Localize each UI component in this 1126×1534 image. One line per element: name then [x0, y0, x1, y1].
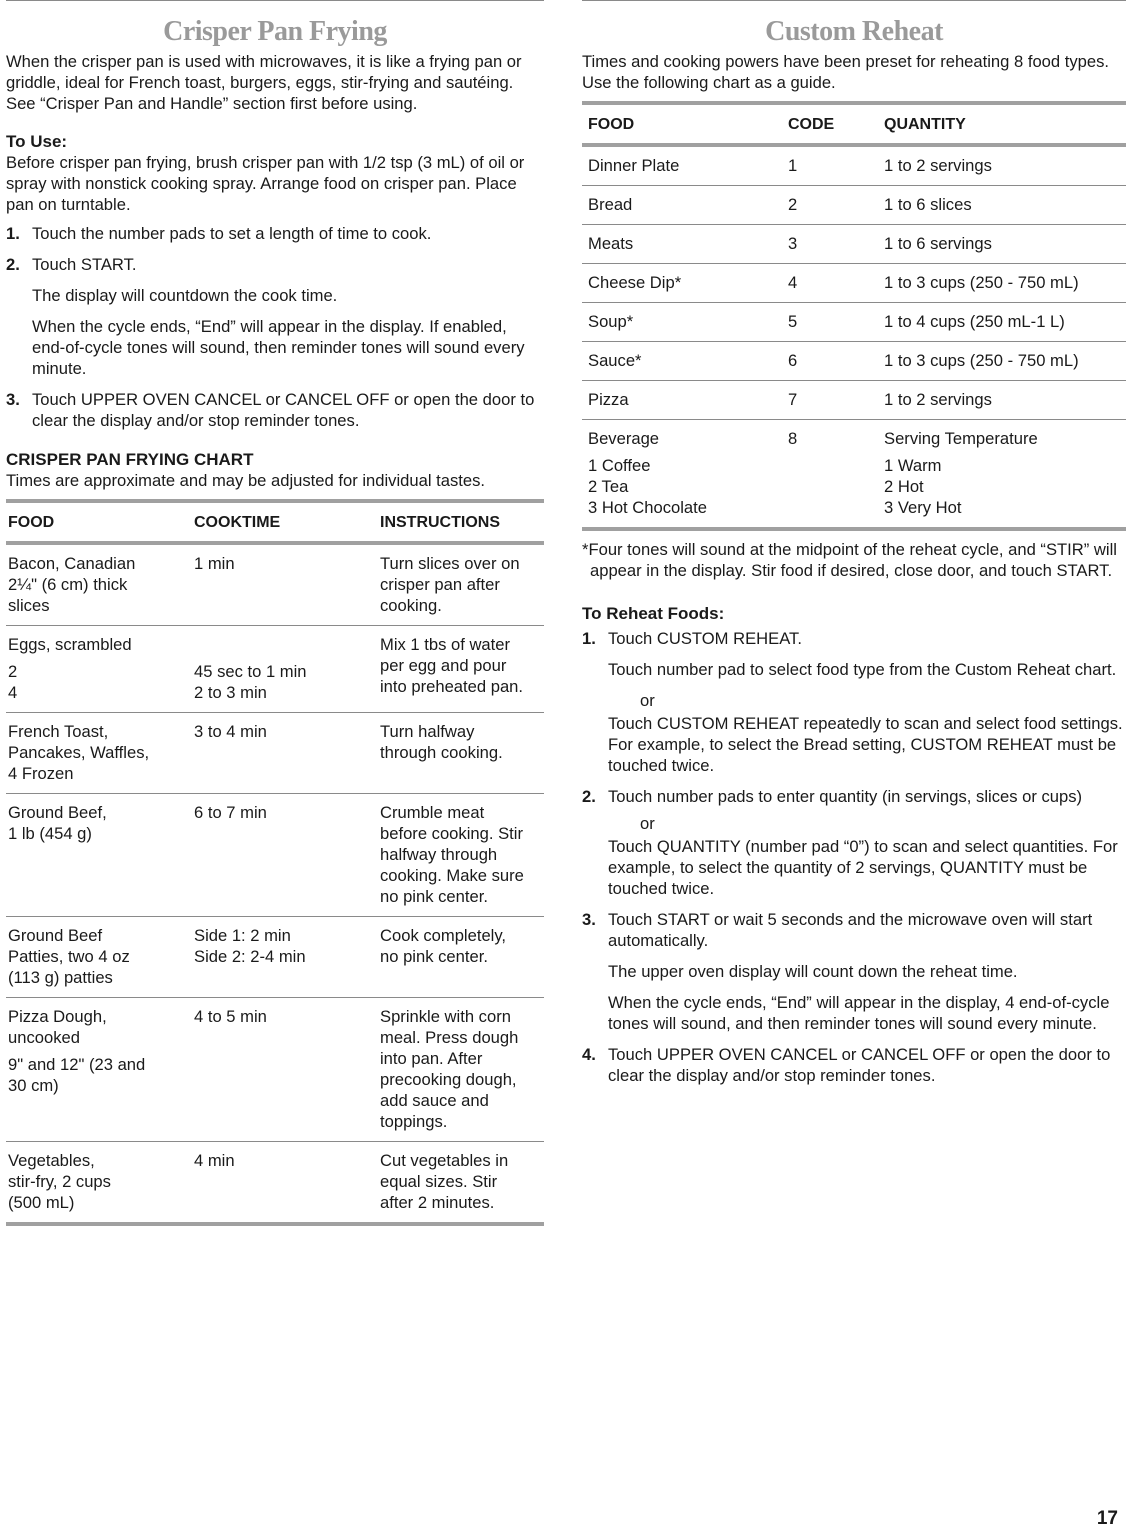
step-1 [582, 628, 1126, 776]
instructions-cell: Crumble meat before cooking. Stir halfway through cooking. Make sure no pink center. [378, 794, 544, 917]
food-cell: Vegetables, stir-fry, 2 cups (500 mL) [6, 1142, 192, 1225]
quantity-cell: 1 to 6 servings [878, 225, 1126, 264]
table-row [6, 917, 544, 998]
step-4 [582, 1044, 1126, 1086]
chart-heading: CRISPER PAN FRYING CHART [6, 450, 254, 469]
instructions-cell: Cut vegetables in equal sizes. Stir after 2 minutes. [378, 1142, 544, 1225]
food-cell: Sauce* [582, 342, 782, 381]
header-cooktime: COOKTIME [192, 501, 378, 543]
time-cell: 6 to 7 min [192, 794, 378, 917]
food-cell: Cheese Dip* [582, 264, 782, 303]
step-2 [582, 786, 1126, 899]
chart-subtext: Times are approximate and may be adjusted for individual tastes. [6, 471, 486, 490]
step-number: 2. [6, 255, 20, 274]
left-column [6, 0, 544, 1226]
step-3 [6, 389, 544, 431]
food-cell: Ground Beef, 1 lb (454 g) [6, 794, 192, 917]
step-number: 3. [6, 390, 20, 409]
step-detail: The display will countdown the cook time. [32, 286, 338, 305]
food-cell: Ground Beef Patties, two 4 oz (113 g) patties [6, 917, 192, 998]
right-column [582, 0, 1126, 1096]
quantity-cell: Serving Temperature 1 Warm 2 Hot 3 Very Hot [878, 420, 1126, 530]
quantity-cell: 1 to 3 cups (250 - 750 mL) [878, 264, 1126, 303]
code-cell: 2 [782, 186, 878, 225]
step-detail: When the cycle ends, “End” will appear in the display. If enabled, end-of-cycle tones will sound, then reminder tones will sound every minute. [32, 317, 525, 378]
to-use-text: Before crisper pan frying, brush crisper pan with 1/2 tsp (3 mL) of oil or spray with nonstick cooking spray. Arrange food on crisper pan. Place pan on turntable. [6, 153, 525, 214]
code-cell: 5 [782, 303, 878, 342]
table-row [582, 264, 1126, 303]
step-3 [582, 909, 1126, 1034]
food-cell: Pizza [582, 381, 782, 420]
quantity-cell: 1 to 6 slices [878, 186, 1126, 225]
food-cell: Dinner Plate [582, 145, 782, 186]
table-row [582, 186, 1126, 225]
top-rule [582, 0, 1126, 1]
reheat-steps [582, 628, 1126, 1086]
step-text: Touch CUSTOM REHEAT. [608, 629, 802, 648]
quantity-cell: 1 to 4 cups (250 mL-1 L) [878, 303, 1126, 342]
header-quantity: QUANTITY [878, 103, 1126, 145]
instructions-cell: Sprinkle with corn meal. Press dough into pan. After precooking dough, add sauce and toppings. [378, 998, 544, 1142]
page-number: 17 [1096, 1508, 1118, 1529]
time-cell: 4 to 5 min [192, 998, 378, 1142]
step-text: Touch START. [32, 255, 137, 274]
quantity-cell: 1 to 2 servings [878, 381, 1126, 420]
step-text: Touch START or wait 5 seconds and the microwave oven will start automatically. [608, 910, 1093, 950]
step-1 [6, 223, 544, 244]
or-text: or [640, 814, 655, 833]
step-number: 1. [582, 629, 596, 648]
food-cell: Beverage 1 Coffee 2 Tea 3 Hot Chocolate [582, 420, 782, 530]
header-instructions: INSTRUCTIONS [378, 501, 544, 543]
table-header-row [6, 501, 544, 543]
step-text: Touch UPPER OVEN CANCEL or CANCEL OFF or open the door to clear the display and/or stop reminder tones. [608, 1045, 1111, 1085]
time-cell: 1 min [192, 543, 378, 626]
step-detail: Touch number pad to select food type from the Custom Reheat chart. [608, 660, 1117, 679]
to-reheat-heading: To Reheat Foods: [582, 604, 725, 623]
step-detail: The upper oven display will count down the reheat time. [608, 962, 1018, 981]
step-detail: Touch QUANTITY (number pad “0”) to scan and select quantities. For example, to select the quantity of 2 servings, QUANTITY must be touched twice. [608, 837, 1118, 898]
step-number: 3. [582, 910, 596, 929]
quantity-cell: 1 to 3 cups (250 - 750 mL) [878, 342, 1126, 381]
table-row [6, 1142, 544, 1225]
header-food: FOOD [6, 501, 192, 543]
instructions-cell: Turn slices over on crisper pan after cooking. [378, 543, 544, 626]
table-row [6, 626, 544, 713]
step-text: Touch the number pads to set a length of time to cook. [32, 224, 432, 243]
section-title-reheat: Custom Reheat [765, 16, 943, 47]
step-text: Touch UPPER OVEN CANCEL or CANCEL OFF or open the door to clear the display and/or stop reminder tones. [32, 390, 535, 430]
header-code: CODE [782, 103, 878, 145]
to-use-heading: To Use: [6, 132, 68, 151]
table-row [582, 420, 1126, 530]
code-cell: 3 [782, 225, 878, 264]
quantity-cell: 1 to 2 servings [878, 145, 1126, 186]
table-row [6, 794, 544, 917]
code-cell: 4 [782, 264, 878, 303]
time-cell: 3 to 4 min [192, 713, 378, 794]
code-cell: 8 [782, 420, 878, 530]
time-cell: 4 min [192, 1142, 378, 1225]
food-cell: Bacon, Canadian 2¼" (6 cm) thick slices [6, 543, 192, 626]
step-text: Touch number pads to enter quantity (in servings, slices or cups) [608, 787, 1083, 806]
step-detail: When the cycle ends, “End” will appear in the display, 4 end-of-cycle tones will sound, and then reminder tones will sound every minute. [608, 993, 1110, 1033]
table-row [6, 998, 544, 1142]
or-text: or [640, 691, 655, 710]
header-food: FOOD [582, 103, 782, 145]
reheat-intro: Times and cooking powers have been preset for reheating 8 food types. Use the following chart as a guide. [582, 52, 1110, 92]
table-row [6, 543, 544, 626]
step-detail: Touch CUSTOM REHEAT repeatedly to scan and select food settings. For example, to select the Bread setting, CUSTOM REHEAT must be touched twice. [608, 714, 1123, 775]
instructions-cell: Cook completely, no pink center. [378, 917, 544, 998]
reheat-footnote: *Four tones will sound at the midpoint of the reheat cycle, and “STIR” will appear in the display. Stir food if desired, close door, and touch START. [582, 540, 1117, 580]
reheat-chart-table [582, 101, 1126, 531]
food-cell: Pizza Dough, uncooked 9" and 12" (23 and 30 cm) [6, 998, 192, 1142]
table-row [582, 225, 1126, 264]
food-cell: French Toast, Pancakes, Waffles, 4 Frozen [6, 713, 192, 794]
time-cell: Side 1: 2 min Side 2: 2-4 min [192, 917, 378, 998]
code-cell: 6 [782, 342, 878, 381]
table-row [582, 342, 1126, 381]
crisper-intro: When the crisper pan is used with microwaves, it is like a frying pan or griddle, ideal for French toast, burgers, eggs, stir-frying and sautéing. See “Crisper Pan and Handle” section first before using. [6, 52, 522, 113]
food-cell: Meats [582, 225, 782, 264]
food-cell: Soup* [582, 303, 782, 342]
instructions-cell: Turn halfway through cooking. [378, 713, 544, 794]
section-title-crisper: Crisper Pan Frying [163, 16, 387, 47]
code-cell: 7 [782, 381, 878, 420]
table-row [582, 303, 1126, 342]
crisper-steps [6, 223, 544, 431]
table-row [582, 145, 1126, 186]
step-number: 2. [582, 787, 596, 806]
crisper-chart-table [6, 499, 544, 1226]
step-number: 1. [6, 224, 20, 243]
instructions-cell: Mix 1 tbs of water per egg and pour into preheated pan. [378, 626, 544, 713]
code-cell: 1 [782, 145, 878, 186]
time-cell: 45 sec to 1 min 2 to 3 min [192, 626, 378, 713]
table-header-row [582, 103, 1126, 145]
step-2 [6, 254, 544, 379]
top-rule [6, 0, 544, 1]
food-cell: Bread [582, 186, 782, 225]
table-row [6, 713, 544, 794]
step-number: 4. [582, 1045, 596, 1064]
food-cell: Eggs, scrambled 2 4 [6, 626, 192, 713]
table-row [582, 381, 1126, 420]
